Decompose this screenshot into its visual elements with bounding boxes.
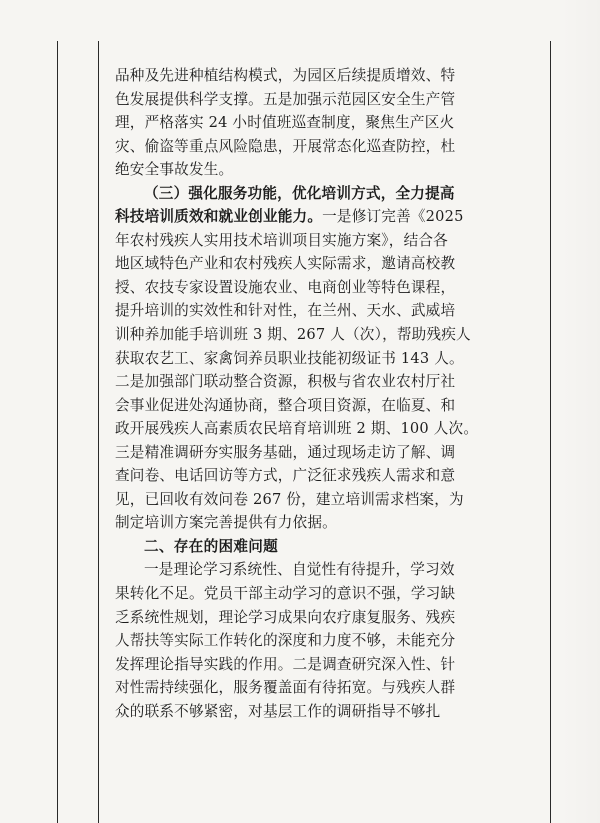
body-line: 训种养加能手培训班 3 期、267 人（次），帮助残疾人: [115, 326, 471, 344]
document-body: [115, 64, 535, 723]
section-heading-line: （三）强化服务功能，优化培训方式，全力提高: [144, 184, 455, 202]
table-column-divider: [98, 41, 99, 823]
page-edge-shade: [560, 0, 600, 823]
body-line: 品种及先进种植结构模式，为园区后续提质增效、特: [115, 67, 456, 84]
body-line: 绝安全事故发生。: [115, 161, 234, 179]
body-line: 三是精准调研夯实服务基础，通过现场走访了解、调: [115, 443, 456, 461]
body-line: 二是加强部门联动整合资源，积极与省农业农村厅社: [115, 373, 456, 391]
body-line: 色发展提供科学支撑。五是加强示范园区安全生产管: [115, 90, 456, 108]
body-line: 见，已回收有效问卷 267 份，建立培训需求档案，为: [115, 490, 464, 508]
body-line: 科技培训质效和就业创业能力。一是修订完善《2025: [115, 208, 464, 226]
body-line: 一是理论学习系统性、自觉性有待提升，学习效: [144, 561, 455, 579]
body-line: 获取农艺工、家禽饲养员职业技能初级证书 143 人。: [115, 349, 464, 367]
body-line: 政开展残疾人高素质农民培育培训班 2 期、100 人次。: [115, 420, 479, 438]
body-line: 年农村残疾人实用技术培训项目实施方案》，结合各: [115, 231, 448, 249]
body-line: 会事业促进处沟通协商，整合项目资源，在临夏、和: [115, 396, 456, 414]
body-line: 乏系统性规划，理论学习成果向农疗康复服务、残疾: [115, 608, 456, 626]
body-line: 理，严格落实 24 小时值班巡查制度，聚焦生产区火: [115, 114, 455, 132]
body-line: 人帮扶等实际工作转化的深度和力度不够，未能充分: [115, 632, 456, 650]
body-line: 灾、偷盗等重点风险隐患，开展常态化巡查防控，杜: [115, 137, 456, 155]
body-line: 制定培训方案完善提供有力依据。: [115, 514, 337, 532]
body-line: 授、农技专家设置设施农业、电商创业等特色课程，: [115, 278, 456, 296]
body-line: 提升培训的实效性和针对性，在兰州、天水、武威培: [115, 302, 456, 320]
body-line: 果转化不足。党员干部主动学习的意识不强，学习缺: [115, 585, 456, 603]
chapter-heading: 二、存在的困难问题: [144, 537, 279, 555]
body-line: 查问卷、电话回访等方式，广泛征求残疾人需求和意: [115, 467, 456, 485]
body-line: 对性需持续强化，服务覆盖面有待拓宽。与残疾人群: [115, 679, 456, 697]
body-line: 发挥理论指导实践的作用。二是调查研究深入性、针: [115, 655, 456, 673]
body-line: 众的联系不够紧密，对基层工作的调研指导不够扎: [115, 702, 441, 720]
body-line: 地区域特色产业和农村残疾人实际需求，邀请高校教: [115, 255, 456, 273]
